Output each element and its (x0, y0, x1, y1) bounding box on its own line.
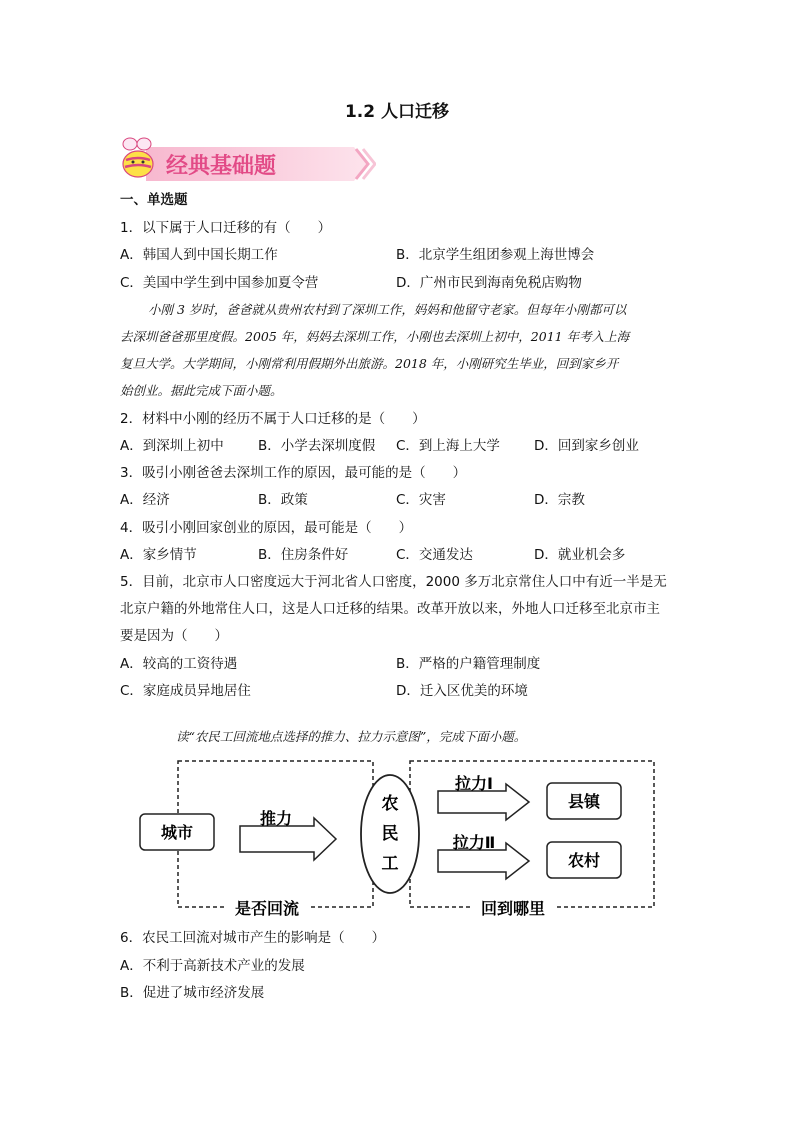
village-label: 农村 (567, 851, 601, 870)
town-label: 县镇 (567, 792, 601, 811)
banner-label: 经典基础题 (166, 154, 277, 179)
q1-option-c: C．美国中学生到中国参加夏令营 (120, 275, 319, 291)
worker-char: 工 (381, 854, 399, 874)
q4-option-c: C．交通发达 (396, 547, 473, 563)
q1-option-a: A．韩国人到中国长期工作 (120, 247, 278, 263)
pull-1-label: 拉力Ⅰ (455, 774, 493, 793)
figure-intro: 读“农民工回流地点选择的推力、拉力示意图”，完成下面小题。 (176, 729, 527, 744)
right-caption: 回到哪里 (480, 899, 546, 918)
q4-option-d: D．就业机会多 (534, 547, 626, 563)
q5-option-c: C．家庭成员异地居住 (120, 683, 251, 699)
q1-option-b: B．北京学生组团参观上海世博会 (396, 247, 595, 263)
passage-line: 去深圳爸爸那里度假。2005 年，妈妈去深圳工作，小刚也去深圳上初中，2011 年考入上海 (120, 329, 630, 344)
q5-option-d: D．迁入区优美的环境 (396, 683, 528, 699)
section-heading: 一、单选题 (120, 192, 188, 208)
question-5-stem: 北京户籍的外地常住人口，这是人口迁移的结果。改革开放以来，外地人口迁移至北京市主 (120, 601, 660, 617)
page-title: 1.2 人口迁移 (344, 102, 450, 122)
question-5-stem: 要是因为（ ） (120, 628, 228, 644)
q2-option-a: A．到深圳上初中 (120, 438, 224, 454)
pull-2-label: 拉力Ⅱ (452, 833, 496, 852)
q4-option-a: A．家乡情节 (120, 547, 197, 563)
q6-option-a: A．不利于高新技术产业的发展 (120, 958, 305, 974)
q1-option-d: D．广州市民到海南免税店购物 (396, 275, 582, 291)
city-label: 城市 (160, 823, 194, 842)
question-6-stem: 6．农民工回流对城市产生的影响是（ ） (120, 930, 386, 946)
q3-option-b: B．政策 (258, 492, 308, 508)
banner-graphic (116, 134, 376, 186)
left-caption: 是否回流 (234, 899, 300, 918)
q2-option-d: D．回到家乡创业 (534, 438, 639, 454)
passage-line: 复旦大学。大学期间，小刚常利用假期外出旅游。2018 年，小刚研究生毕业，回到家乡开 (120, 356, 619, 371)
worker-char: 民 (381, 824, 399, 844)
worker-char: 农 (381, 794, 399, 814)
push-label: 推力 (259, 809, 293, 828)
question-5-stem: 5．目前，北京市人口密度远大于河北省人口密度，2000 多万北京常住人口中有近一半是无 (120, 574, 667, 590)
passage-line: 始创业。据此完成下面小题。 (120, 383, 283, 398)
question-2-stem: 2．材料中小刚的经历不属于人口迁移的是（ ） (120, 411, 426, 427)
q3-option-d: D．宗教 (534, 492, 585, 508)
q3-option-a: A．经济 (120, 492, 170, 508)
q5-option-a: A．较高的工资待遇 (120, 656, 238, 672)
question-4-stem: 4．吸引小刚回家创业的原因，最可能是（ ） (120, 520, 413, 536)
question-3-stem: 3．吸引小刚爸爸去深圳工作的原因，最可能的是（ ） (120, 465, 467, 481)
question-1-stem: 1．以下属于人口迁移的有（ ） (120, 220, 332, 236)
q2-option-b: B．小学去深圳度假 (258, 438, 376, 454)
q6-option-b: B．促进了城市经济发展 (120, 985, 265, 1001)
q4-option-b: B．住房条件好 (258, 547, 349, 563)
section-banner (116, 134, 376, 186)
push-pull-diagram (136, 756, 661, 921)
q5-option-b: B．严格的户籍管理制度 (396, 656, 541, 672)
q2-option-c: C．到上海上大学 (396, 438, 500, 454)
bee-icon (123, 138, 153, 177)
q3-option-c: C．灾害 (396, 492, 446, 508)
passage-line: 小刚 3 岁时，爸爸就从贵州农村到了深圳工作，妈妈和他留守老家。但每年小刚都可以 (148, 302, 627, 317)
